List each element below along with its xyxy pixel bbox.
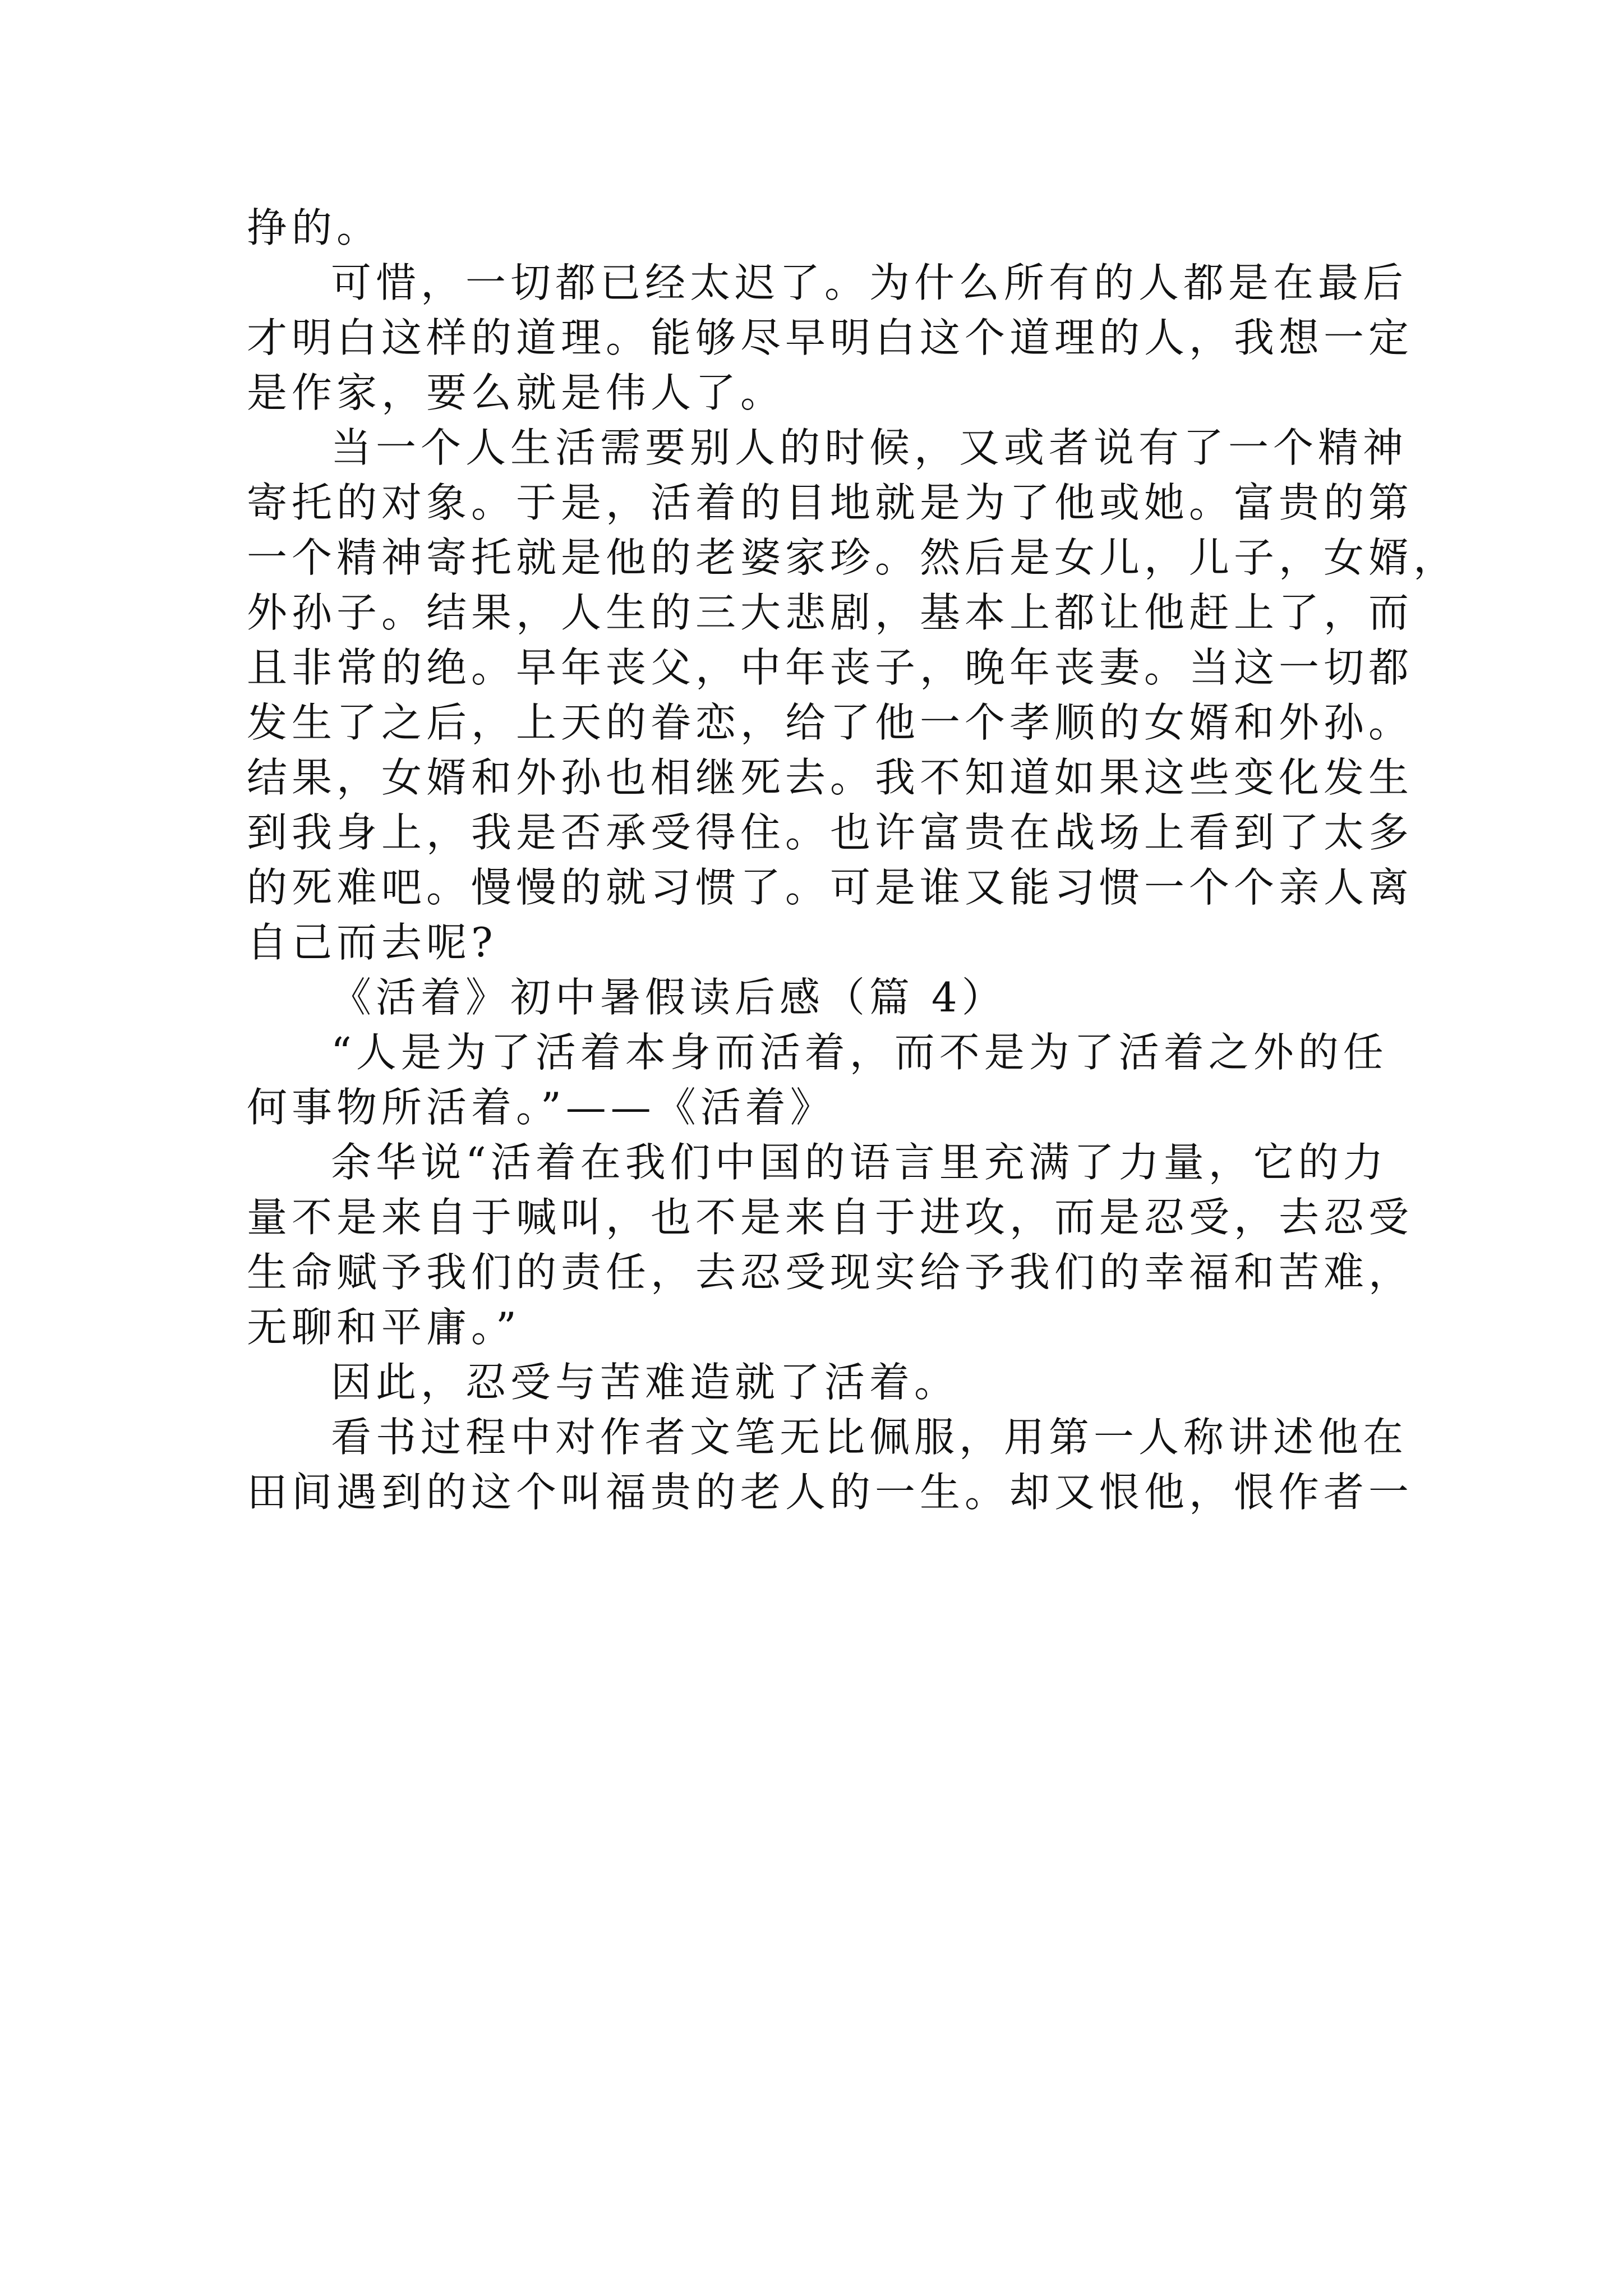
text-line: 自己而去呢? (247, 919, 497, 966)
text-line: 到我身上，我是否承受得住。也许富贵在战场上看到了太多 (247, 809, 1414, 856)
text-line: 外孙子。结果，人生的三大悲剧，基本上都让他赶上了，而 (247, 589, 1414, 636)
text-line: 且非常的绝。早年丧父，中年丧子，晚年丧妻。当这一切都 (247, 644, 1414, 691)
text-line: 才明白这样的道理。能够尽早明白这个道理的人，我想一定 (247, 314, 1414, 361)
text-line: 量不是来自于喊叫，也不是来自于进攻，而是忍受，去忍受 (247, 1194, 1414, 1241)
document-body (247, 200, 1459, 1520)
text-line: 的死难吧。慢慢的就习惯了。可是谁又能习惯一个个亲人离 (247, 864, 1414, 911)
text-line: 结果，女婿和外孙也相继死去。我不知道如果这些变化发生 (247, 754, 1414, 801)
text-line: 挣的。 (247, 204, 382, 251)
text-line: 一个精神寄托就是他的老婆家珍。然后是女儿，儿子，女婿， (247, 534, 1459, 581)
text-line: 寄托的对象。于是，活着的目地就是为了他或她。富贵的第 (247, 479, 1414, 526)
text-line: 无聊和平庸。” (247, 1304, 521, 1351)
text-line: 生命赋予我们的责任，去忍受现实给予我们的幸福和苦难， (247, 1249, 1414, 1296)
text-line: 可惜，一切都已经太迟了。为什么所有的人都是在最后 (331, 259, 1408, 306)
text-line: 看书过程中对作者文笔无比佩服，用第一人称讲述他在 (331, 1414, 1408, 1461)
text-line: 是作家，要么就是伟人了。 (247, 369, 786, 416)
text-line: 余华说“活着在我们中国的语言里充满了力量，它的力 (331, 1139, 1388, 1186)
text-line: 田间遇到的这个叫福贵的老人的一生。却又恨他，恨作者一 (247, 1469, 1414, 1516)
text-line: 当一个人生活需要别人的时候，又或者说有了一个精神 (331, 424, 1408, 471)
text-line: 《活着》初中暑假读后感（篇 4） (331, 974, 1007, 1021)
text-line: “人是为了活着本身而活着，而不是为了活着之外的任 (331, 1029, 1388, 1076)
text-line: 发生了之后，上天的眷恋，给了他一个孝顺的女婿和外孙。 (247, 699, 1414, 746)
text-line: 何事物所活着。”——《活着》 (247, 1084, 835, 1131)
text-line: 因此，忍受与苦难造就了活着。 (331, 1359, 960, 1406)
